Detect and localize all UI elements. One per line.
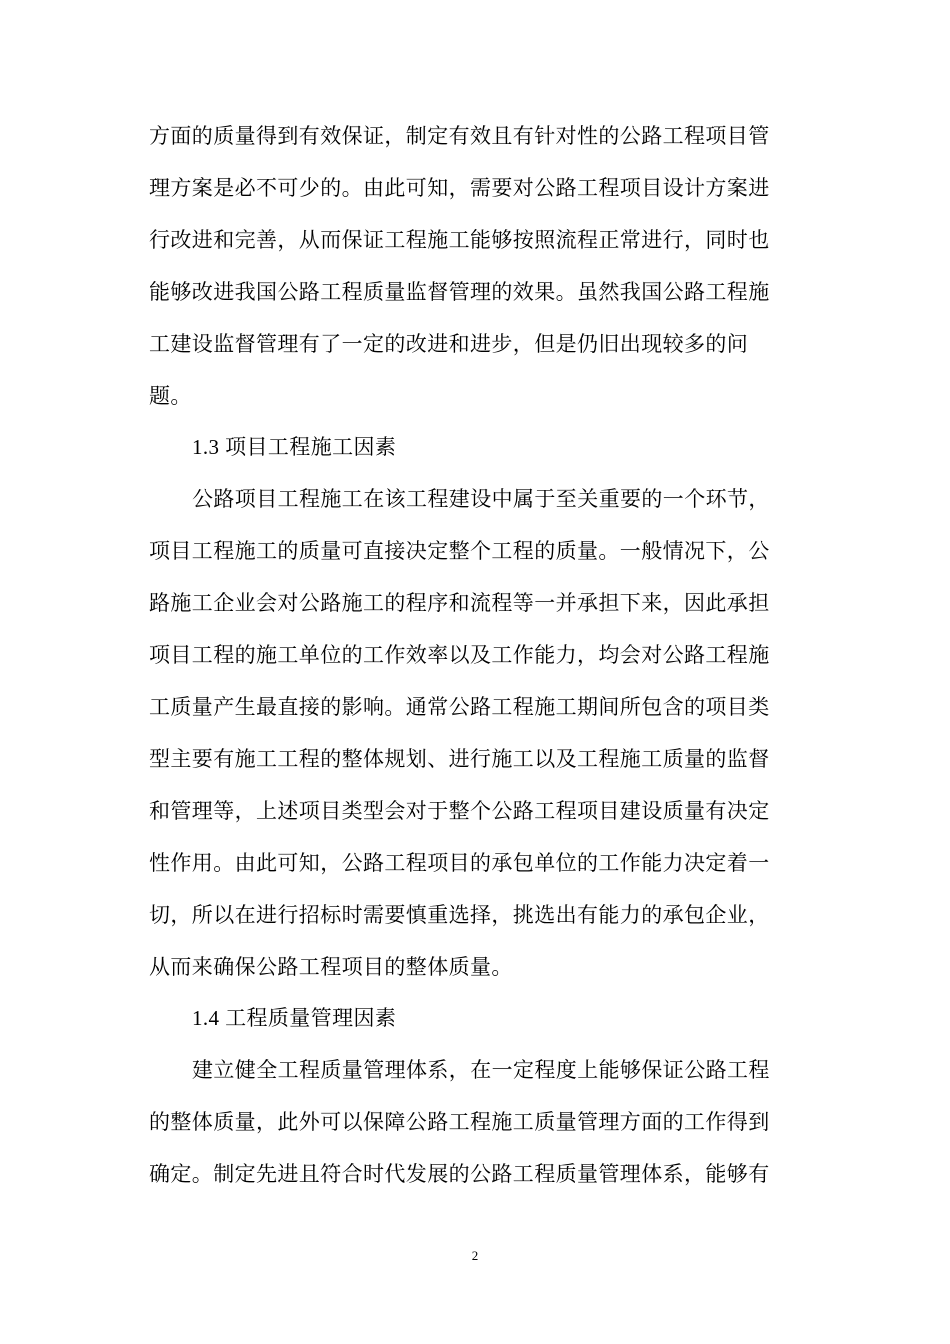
- paragraph-line: 型主要有施工工程的整体规划、进行施工以及工程施工质量的监督: [149, 747, 770, 771]
- paragraph-line: 能够改进我国公路工程质量监督管理的效果。虽然我国公路工程施: [149, 280, 770, 304]
- paragraph-line: 公路项目工程施工在该工程建设中属于至关重要的一个环节，: [192, 487, 770, 511]
- paragraph-line: 路施工企业会对公路施工的程序和流程等一并承担下来，因此承担: [149, 591, 770, 615]
- paragraph-line: 理方案是必不可少的。由此可知，需要对公路工程项目设计方案进: [149, 176, 770, 200]
- paragraph-line: 项目工程的施工单位的工作效率以及工作能力，均会对公路工程施: [149, 643, 770, 667]
- paragraph-line: 性作用。由此可知，公路工程项目的承包单位的工作能力决定着一: [149, 851, 770, 875]
- paragraph-line: 工建设监督管理有了一定的改进和进步，但是仍旧出现较多的问: [149, 332, 749, 356]
- paragraph-line: 行改进和完善，从而保证工程施工能够按照流程正常进行，同时也: [149, 228, 770, 252]
- section-heading-1-3: 1.3 项目工程施工因素: [192, 435, 397, 459]
- paragraph-line: 和管理等，上述项目类型会对于整个公路工程项目建设质量有决定: [149, 799, 770, 823]
- paragraph-line: 方面的质量得到有效保证，制定有效且有针对性的公路工程项目管: [149, 124, 770, 148]
- paragraph-line: 工质量产生最直接的影响。通常公路工程施工期间所包含的项目类: [149, 695, 770, 719]
- section-heading-1-4: 1.4 工程质量管理因素: [192, 1006, 397, 1030]
- paragraph-line: 确定。制定先进且符合时代发展的公路工程质量管理体系，能够有: [149, 1162, 770, 1186]
- paragraph-line: 从而来确保公路工程项目的整体质量。: [149, 955, 513, 979]
- paragraph-line: 的整体质量，此外可以保障公路工程施工质量管理方面的工作得到: [149, 1110, 770, 1134]
- paragraph-line: 切，所以在进行招标时需要慎重选择，挑选出有能力的承包企业，: [149, 903, 770, 927]
- paragraph-line: 项目工程施工的质量可直接决定整个工程的质量。一般情况下，公: [149, 539, 770, 563]
- paragraph-line: 题。: [149, 384, 192, 408]
- page-number: 2: [471, 1248, 479, 1263]
- paragraph-line: 建立健全工程质量管理体系，在一定程度上能够保证公路工程: [192, 1058, 770, 1082]
